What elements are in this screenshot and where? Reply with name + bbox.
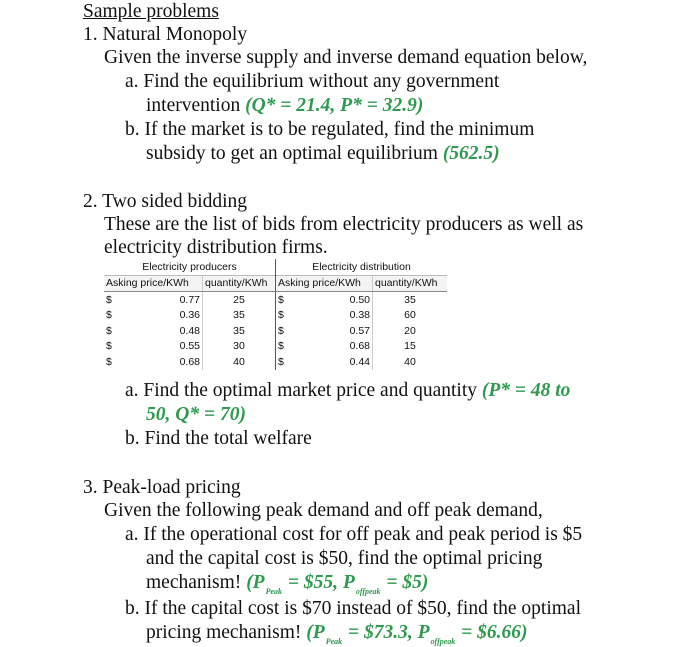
table-row <box>104 323 447 339</box>
problem-3b-line2 <box>146 622 528 647</box>
currency-symbol: $ <box>106 340 112 353</box>
producer-price: 0.77 <box>126 292 203 308</box>
table-row <box>104 339 447 355</box>
problem-2b-line1: b. Find the total welfare <box>125 428 312 449</box>
distribution-qty: 35 <box>404 293 416 306</box>
problem-3b-answer: ($P_{Peak}$ = $73.3, $P_{offpeak}$ = $6.66) <box>306 622 528 646</box>
currency-symbol: $ <box>278 324 284 337</box>
problem-2a-answer-part1: (P* = 48 to <box>481 380 571 401</box>
bids-table <box>104 259 447 370</box>
producer-price: 0.55 <box>126 339 203 355</box>
producers-group-header: Electricity producers <box>104 259 276 275</box>
problem-1b-answer: (562.5) <box>442 143 500 164</box>
problem-3a-line2: and the capital cost is $50, find the optimal pricing <box>146 548 543 569</box>
problem-1a-text: intervention <box>146 95 241 116</box>
distribution-qty: 40 <box>404 355 416 368</box>
problem-2-intro-line1: These are the list of bids from electricity producers as well as <box>104 214 584 235</box>
distribution-qty: 20 <box>404 324 416 337</box>
distribution-price: 0.68 <box>298 339 373 355</box>
currency-symbol: $ <box>106 293 112 306</box>
offpeak-subscript: offpeak <box>430 637 456 646</box>
table-row <box>104 354 447 370</box>
problem-1-intro: Given the inverse supply and inverse demand equation below, <box>104 47 588 68</box>
problem-3-heading: 3. Peak-load pricing <box>83 477 241 498</box>
problem-1a-answer: (Q* = 21.4, P* = 32.9) <box>245 95 424 116</box>
currency-symbol: $ <box>106 309 112 322</box>
problem-1b-line2 <box>146 143 500 165</box>
currency-symbol: $ <box>106 324 112 337</box>
producer-price: 0.68 <box>126 354 203 370</box>
producers-qty-header: quantity/KWh <box>203 275 276 292</box>
producer-price: 0.48 <box>126 323 203 339</box>
problem-3a-text: mechanism! <box>146 572 242 593</box>
page-title: Sample problems <box>83 1 219 22</box>
problem-3a-line1: a. If the operational cost for off peak and peak period is $5 <box>125 524 583 545</box>
problem-2-intro-line2: electricity distribution firms. <box>104 237 328 258</box>
distribution-price: 0.38 <box>298 308 373 324</box>
problem-1a-line2 <box>146 95 423 117</box>
distribution-price-header: Asking price/KWh <box>276 275 373 292</box>
distribution-qty: 60 <box>404 309 416 322</box>
problem-2a-line1 <box>125 380 570 402</box>
offpeak-subscript: offpeak <box>355 587 381 596</box>
producer-price: 0.36 <box>126 308 203 324</box>
currency-symbol: $ <box>106 355 112 368</box>
currency-symbol: $ <box>278 355 284 368</box>
peak-subscript: Peak <box>265 587 283 596</box>
problem-1a-line1: a. Find the equilibrium without any government <box>125 71 500 92</box>
distribution-price: 0.44 <box>298 354 373 370</box>
problem-1-heading: 1. Natural Monopoly <box>83 24 248 45</box>
peak-subscript: Peak <box>325 637 343 646</box>
problem-2-heading: 2. Two sided bidding <box>83 191 248 212</box>
problem-1b-line1: b. If the market is to be regulated, find the minimum <box>125 119 535 140</box>
problem-3a-line3 <box>146 572 428 597</box>
problem-3-intro: Given the following peak demand and off peak demand, <box>104 500 543 521</box>
problem-3b-text: pricing mechanism! <box>146 622 302 643</box>
distribution-group-header: Electricity distribution <box>312 260 411 273</box>
producer-qty: 35 <box>203 323 276 339</box>
currency-symbol: $ <box>278 309 284 322</box>
currency-symbol: $ <box>278 293 284 306</box>
producers-price-header: Asking price/KWh <box>104 275 203 292</box>
problem-2a-text: a. Find the optimal market price and quantity <box>125 380 477 401</box>
distribution-qty-header: quantity/KWh <box>373 275 448 292</box>
problem-3a-answer: ($P_{Peak}$ = $55, $P_{offpeak}$ = $5) <box>246 572 429 596</box>
distribution-price: 0.57 <box>298 323 373 339</box>
table-row <box>104 292 447 308</box>
distribution-qty: 15 <box>404 340 416 353</box>
problem-3b-line1: b. If the capital cost is $70 instead of $50, find the optimal <box>125 598 581 619</box>
producer-qty: 25 <box>203 292 276 308</box>
distribution-price: 0.50 <box>298 292 373 308</box>
producer-qty: 40 <box>203 354 276 370</box>
problem-2a-answer-part2: 50, Q* = 70) <box>146 404 246 425</box>
producer-qty: 30 <box>203 339 276 355</box>
problem-1b-text: subsidy to get an optimal equilibrium <box>146 143 438 164</box>
table-row <box>104 308 447 324</box>
producer-qty: 35 <box>203 308 276 324</box>
currency-symbol: $ <box>278 340 284 353</box>
